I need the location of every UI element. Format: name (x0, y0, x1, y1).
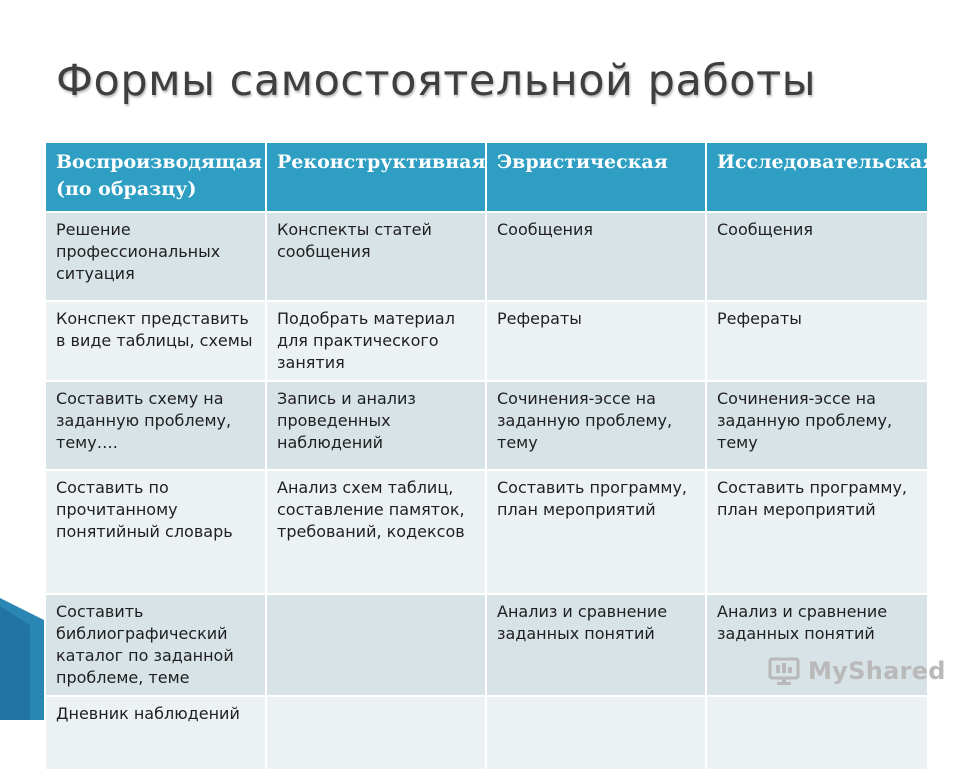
corner-triangle-shade (0, 606, 30, 720)
table-cell: Запись и анализ проведенных наблюдений (266, 381, 486, 470)
table-row (45, 212, 928, 301)
table-cell: Составить программу, план мероприятий (486, 470, 706, 594)
table-cell: Конспект представить в виде таблицы, схемы (45, 301, 266, 381)
table-cell: Рефераты (706, 301, 928, 381)
table-cell: Дневник наблюдений (45, 696, 266, 770)
table-cell (706, 696, 928, 770)
myshared-text: MyShared (808, 657, 946, 685)
table-header-row (45, 142, 928, 212)
table-cell: Анализ и сравнение заданных понятий (486, 594, 706, 696)
table-cell: Составить схему на заданную проблему, тему…. (45, 381, 266, 470)
table-row (45, 470, 928, 594)
table-row (45, 696, 928, 770)
table-cell: Составить библиографический каталог по заданной проблеме, теме (45, 594, 266, 696)
table-cell (266, 696, 486, 770)
table-cell: Анализ схем таблиц, составление памяток, требований, кодексов (266, 470, 486, 594)
table-cell: Сочинения-эссе на заданную проблему, тему (486, 381, 706, 470)
table-row (45, 301, 928, 381)
header-heuristic: Эвристическая (486, 142, 706, 212)
header-reconstructive: Реконструктивная (266, 142, 486, 212)
table-cell: Конспекты статей сообщения (266, 212, 486, 301)
table-cell (486, 696, 706, 770)
header-research: Исследовательская (706, 142, 928, 212)
header-reproductive: Воспроизводящая (по образцу) (45, 142, 266, 212)
table-cell (266, 594, 486, 696)
table-cell: Составить по прочитанному понятийный словарь (45, 470, 266, 594)
table-cell: Анализ и сравнение заданных понятий (706, 594, 928, 696)
myshared-logo-icon (768, 656, 802, 686)
table-cell: Сообщения (486, 212, 706, 301)
table-cell: Подобрать материал для практического занятия (266, 301, 486, 381)
corner-triangle (0, 598, 44, 720)
table-row (45, 381, 928, 470)
table-cell: Составить программу, план мероприятий (706, 470, 928, 594)
myshared-watermark (768, 656, 946, 686)
slide-title: Формы самостоятельной работы (56, 56, 817, 106)
table-cell: Рефераты (486, 301, 706, 381)
table-cell: Сообщения (706, 212, 928, 301)
table-cell: Решение профессиональных ситуация (45, 212, 266, 301)
table-cell: Сочинения-эссе на заданную проблему, тему (706, 381, 928, 470)
